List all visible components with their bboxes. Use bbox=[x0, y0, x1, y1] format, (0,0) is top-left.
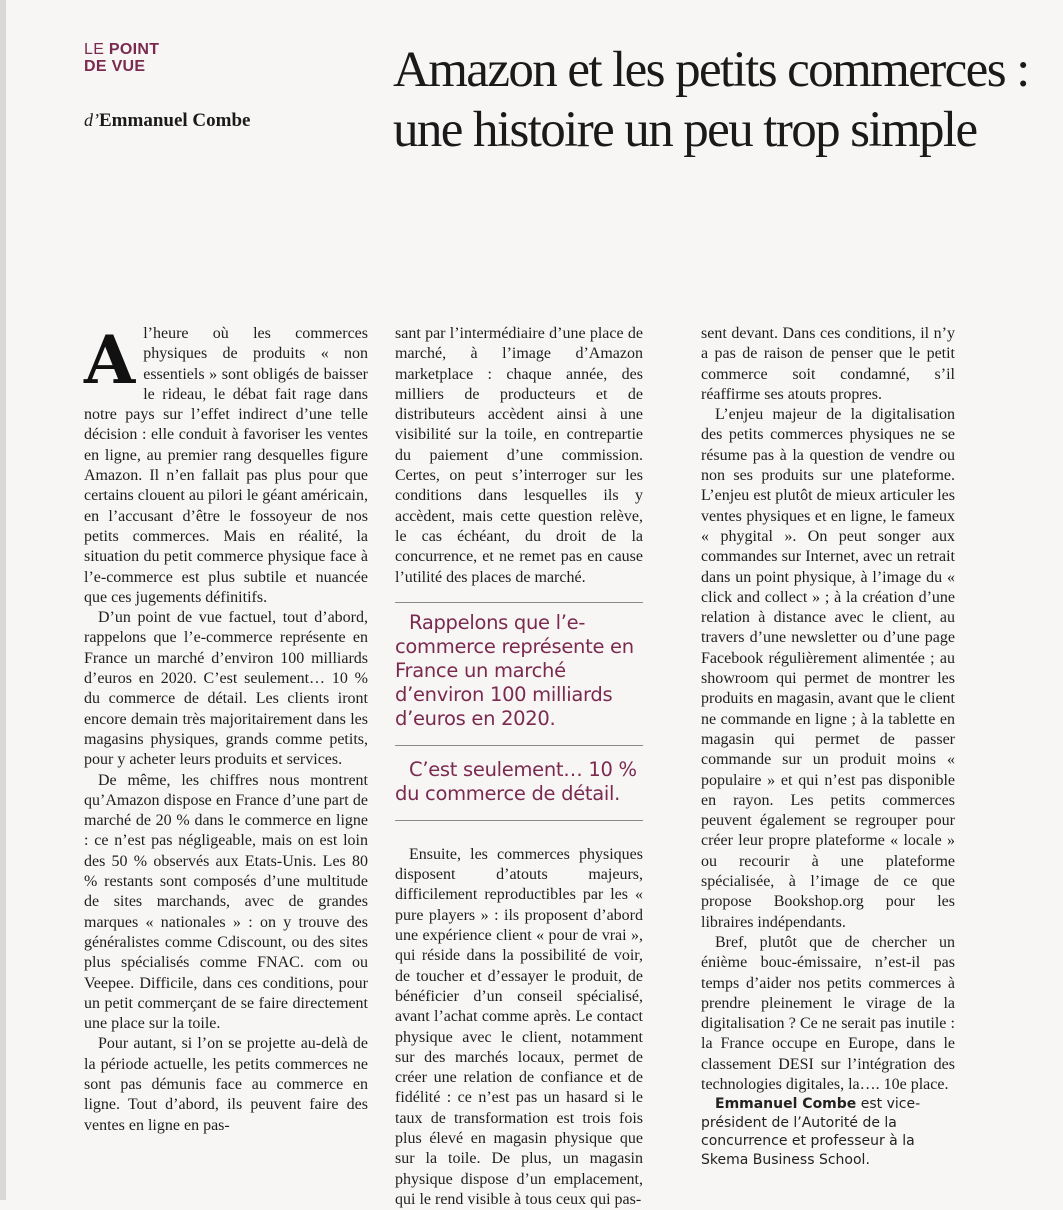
byline bbox=[84, 110, 250, 132]
page-edge bbox=[0, 0, 6, 1200]
pull-quote-rule-top bbox=[395, 602, 643, 603]
byline-prefix: d’ bbox=[84, 110, 99, 130]
bio-author-name: Emmanuel Combe bbox=[715, 1096, 857, 1113]
author-bio bbox=[701, 1095, 955, 1169]
paragraph: sent devant. Dans ces conditions, il n’y a pas de raison de penser que le petit commerce soit condamné, s’il réaffirme ses atouts propres. bbox=[701, 325, 955, 403]
paragraph bbox=[84, 321, 368, 608]
paragraph: L’enjeu majeur de la digitalisation des petits commerces physiques ne se résume pas à la question de vendre ou non ses produits sur une plateforme. L’enjeu est plutôt de mieux articuler les ventes physiques et en ligne, le fameux « phygital ». On peut songer aux commandes sur Internet, avec un retrait dans un point physique, à l’image du « click and collect » ; à la création d’une relation à distance avec le client, au travers d’une newsletter ou d’une page Facebook régulièrement alimentée ; au showroom qui permet de montrer les produits en magasin, avant que le client ne commande en ligne ; à la tablette en magasin qui permet de passer commande sur un produit moins « populaire » et qui n’est pas disponible en rayon. Les petits commerces peuvent également se regrouper pour créer leur propre plateforme « locale » ou recourir à une plateforme spécialisée, à l’image de ce que propose Bookshop.org pour les libraires indépendants. bbox=[701, 406, 955, 931]
section-kicker bbox=[84, 41, 159, 75]
article-column-1 bbox=[84, 321, 368, 1136]
article-column-2 bbox=[395, 324, 643, 1210]
paragraph: Pour autant, si l’on se projette au-delà de la période actuelle, les petits commerces ne sont pas démunis face au commerce en ligne. Tout d’abord, ils peuvent faire des ventes en ligne en pas- bbox=[84, 1035, 368, 1134]
article-column-3 bbox=[701, 324, 955, 1169]
bio-text: est vice-président de l’Autorité de la concurrence et professeur à la Skema Business School. bbox=[701, 1096, 921, 1168]
paragraph-text: l’heure où les commerces physiques de produits « non essentiels » sont obligés de baisser le rideau, le débat fait rage dans notre pays sur l’effet indirect d’une telle décision : elle conduit à favoriser les ventes en ligne, au premier rang desquelles figure Amazon. Il n’en fallait pas plus pour que certains clouent au pilori le géant américain, en l’accusant d’être le fossoyeur de nos petits commerces. Mais en réalité, la situation du petit commerce physique face à l’e-commerce est plus subtile et nuancée que ces jugements définitifs. bbox=[84, 325, 368, 606]
pull-quote-2: C’est seulement… 10 % du commerce de détail. bbox=[395, 757, 637, 805]
pull-quote-1: Rappelons que l’e-commerce représente en France un marché d’environ 100 milliards d’euros en 2020. bbox=[395, 610, 634, 730]
paragraph: sant par l’intermédiaire d’une place de marché, à l’image d’Amazon marketplace : chaque année, des milliers de producteurs et de distributeurs accèdent ainsi à une visibilité sur la toile, en contrepartie du paiement d’une commission. Certes, on peut s’interroger sur les conditions dans lesquelles ils y accèdent, mais cette question relève, le cas échéant, du droit de la concurrence, et ne remet pas en cause l’utilité des places de marché. bbox=[395, 325, 643, 586]
article-headline: Amazon et les petits commerces : une histoire un peu trop simple bbox=[393, 42, 1029, 158]
kicker-line2: DE VUE bbox=[84, 58, 146, 75]
column-2-body bbox=[395, 845, 643, 1210]
paragraph: Bref, plutôt que de chercher un énième bouc-émissaire, n’est-il pas temps d’aider nos petits commerces à prendre pleinement le virage de la digitalisation ? Ce ne serait pas inutile : la France occupe en Europe, dans le classement DESI sur l’intégration des technologies digitales, la…. 10e place. bbox=[701, 933, 955, 1093]
pull-quote-rule-bottom bbox=[395, 820, 643, 821]
kicker-bold: POINT bbox=[108, 41, 160, 58]
paragraph: De même, les chiffres nous montrent qu’Amazon dispose en France d’une part de marché de 20 % dans le commerce en ligne : ce n’est pas négligeable, mais on est loin des 50 % observés aux Etats-Unis. Les 80 % restants sont composés d’une multitude de sites marchands, avec de grandes marques « nationales » : on y trouve des généralistes comme Cdiscount, ou des sites plus spécialisés comme FNAC. com ou Veepee. Difficile, dans ces conditions, pour un petit commerçant de se faire directement une place sur la toile. bbox=[84, 771, 368, 1033]
byline-author: Emmanuel Combe bbox=[99, 110, 251, 131]
drop-cap: A bbox=[84, 321, 136, 399]
pull-quote-rule-middle bbox=[395, 745, 643, 746]
kicker-light: LE bbox=[84, 41, 109, 58]
paragraph: Ensuite, les commerces physiques disposent d’atouts majeurs, difficilement reproductibles par les « pure players » : ils proposent d’abord une expérience client « pour de vrai », qui réside dans la possibilité de voir, de toucher et d’essayer le produit, de bénéficier d’un conseil spécialisé, avant l’achat comme après. Le contact physique avec le client, notamment sur des marchés locaux, permet de créer une relation de confiance et de fidélité : ce n’est pas un hasard si le taux de transformation est trois fois plus élevé en magasin physique que sur la toile. De plus, un magasin physique dispose d’un emplacement, qui le rend visible à tous ceux qui pas- bbox=[395, 845, 643, 1208]
paragraph: D’un point de vue factuel, tout d’abord, rappelons que l’e-commerce représente en France un marché d’environ 100 milliards d’euros en 2020. C’est seulement… 10 % du commerce de détail. Les clients iront encore demain très majoritairement dans les magasins physiques, grands comme petits, pour y acheter leurs produits et services. bbox=[84, 609, 368, 769]
